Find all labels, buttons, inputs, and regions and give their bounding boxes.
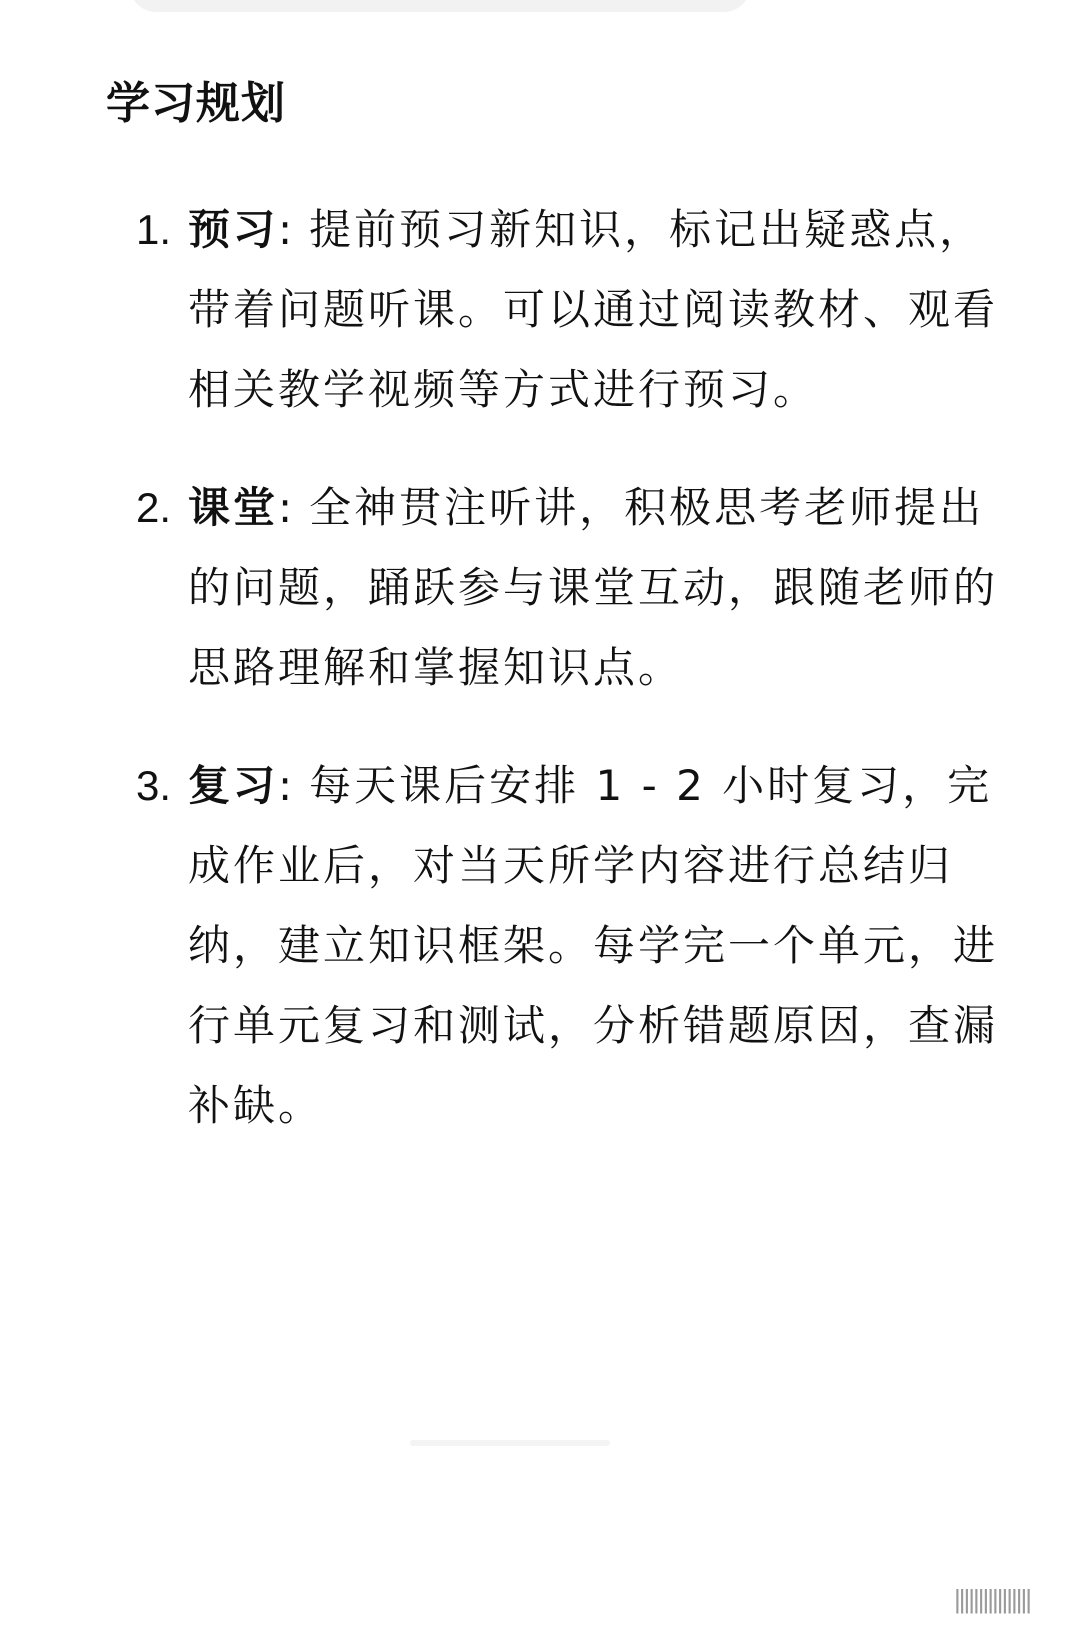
item-colon: : bbox=[278, 205, 296, 254]
item-title: 复习 bbox=[188, 761, 279, 810]
plan-item-preview bbox=[136, 190, 1016, 430]
study-plan-list bbox=[136, 190, 1016, 1184]
item-colon: : bbox=[278, 761, 296, 810]
item-title: 预习 bbox=[188, 205, 279, 254]
top-search-bar[interactable] bbox=[130, 0, 750, 12]
plan-item-review bbox=[136, 746, 1016, 1146]
item-title: 课堂 bbox=[188, 483, 279, 532]
item-number: 3. bbox=[136, 762, 172, 809]
item-colon: : bbox=[278, 483, 296, 532]
item-text: 每天课后安排 1 - 2 小时复习，完成作业后，对当天所学内容进行总结归纳，建立知识框架。每学完一个单元，进行单元复习和测试，分析错题原因，查漏补缺。 bbox=[188, 761, 999, 1130]
item-number: 2. bbox=[136, 484, 172, 531]
watermark: |||||||||||||||| bbox=[953, 1584, 1030, 1614]
section-title: 学习规划 bbox=[106, 78, 286, 129]
item-text: 提前预习新知识，标记出疑惑点，带着问题听课。可以通过阅读教材、观看相关教学视频等方式进行预习。 bbox=[188, 205, 999, 414]
item-text: 全神贯注听讲，积极思考老师提出的问题，踊跃参与课堂互动，跟随老师的思路理解和掌握知识点。 bbox=[188, 483, 999, 692]
item-number: 1. bbox=[136, 206, 172, 253]
divider bbox=[410, 1440, 610, 1446]
plan-item-classroom bbox=[136, 468, 1016, 708]
